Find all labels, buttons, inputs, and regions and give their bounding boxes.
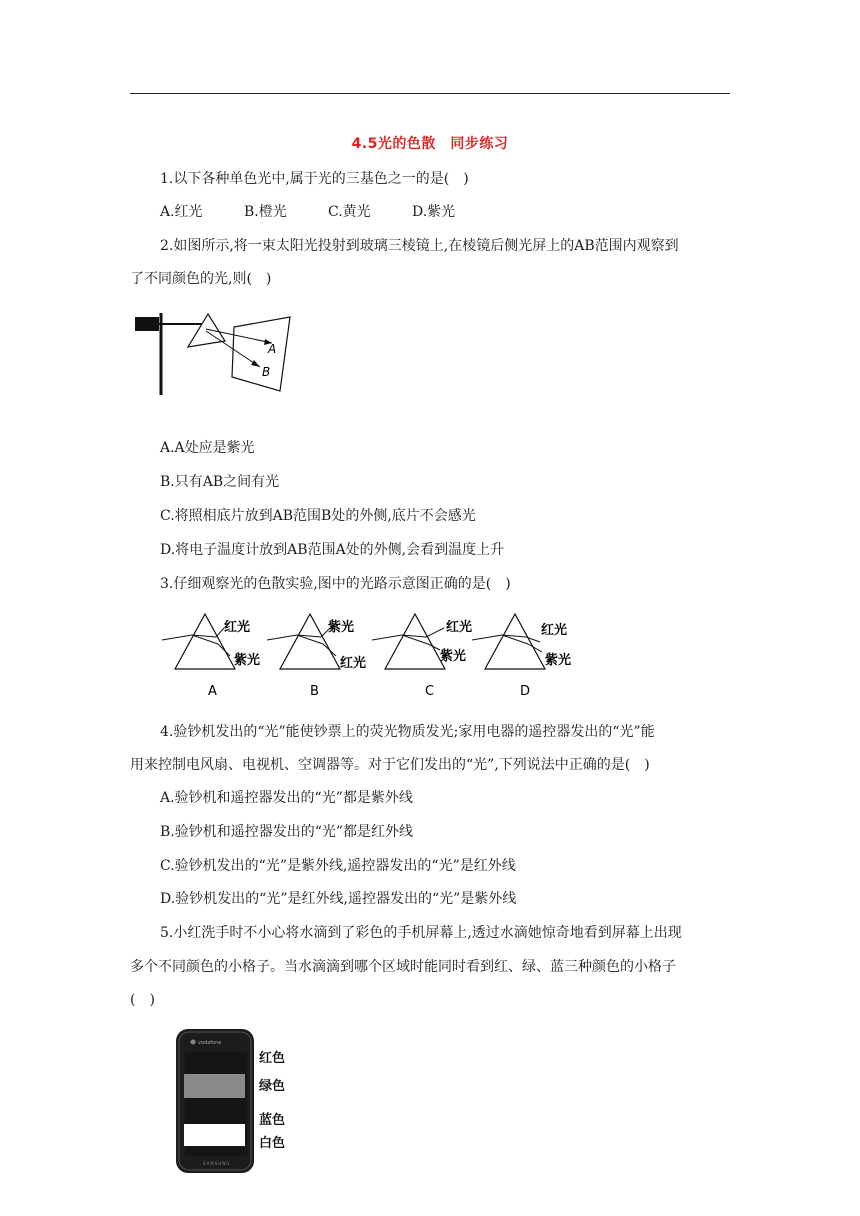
q4-option-a: A.验钞机和遥控器发出的“光”都是紫外线 bbox=[160, 790, 413, 806]
q2-option-b: B.只有AB之间有光 bbox=[160, 474, 280, 490]
q1-option-d: D.紫光 bbox=[412, 204, 456, 220]
q2-label-b: B bbox=[262, 365, 271, 379]
q3-b-bottom-label: 红光 bbox=[340, 656, 367, 671]
phone-brand-icon bbox=[191, 1040, 196, 1045]
q1-options bbox=[160, 202, 455, 222]
phone-white-region bbox=[184, 1124, 245, 1146]
q3-figure-d bbox=[472, 614, 571, 699]
q3-a-letter: A bbox=[208, 684, 217, 699]
q2-stem-line2: 了不同颜色的光,则( ) bbox=[130, 271, 272, 287]
phone-label-red: 红色 bbox=[259, 1051, 286, 1066]
q2-light-source bbox=[135, 317, 159, 331]
q5-stem-line2: 多个不同颜色的小格子。当水滴滴到哪个区域时能同时看到红、绿、蓝三种颜色的小格子 bbox=[130, 959, 676, 975]
q1-option-b: B.橙光 bbox=[244, 204, 287, 220]
q4-stem-line2: 用来控制电风扇、电视机、空调器等。对于它们发出的“光”,下列说法中正确的是( ) bbox=[130, 757, 650, 773]
q3-stem: 3.仔细观察光的色散实验,图中的光路示意图正确的是( ) bbox=[160, 576, 511, 592]
q2-option-d: D.将电子温度计放到AB范围A处的外侧,会看到温度上升 bbox=[160, 542, 505, 558]
q1-option-c: C.黄光 bbox=[328, 204, 371, 220]
q3-figure-b bbox=[267, 614, 366, 699]
q3-figures bbox=[160, 606, 590, 701]
q3-c-bottom-label: 紫光 bbox=[440, 649, 467, 664]
q2-option-a: A.A处应是紫光 bbox=[160, 440, 255, 456]
phone-maker: SAMSUNG bbox=[203, 1161, 231, 1166]
phone-label-green: 绿色 bbox=[259, 1079, 286, 1094]
q5-phone-figure bbox=[170, 1025, 300, 1177]
q3-b-top-label: 紫光 bbox=[328, 620, 355, 635]
q3-d-letter: D bbox=[520, 684, 531, 699]
q3-d-top-label: 红光 bbox=[541, 623, 568, 638]
q3-c-letter: C bbox=[425, 684, 435, 699]
q2-option-c: C.将照相底片放到AB范围B处的外侧,底片不会感光 bbox=[160, 508, 476, 524]
q2-label-a: A bbox=[268, 342, 277, 356]
q2-arrow-b bbox=[251, 360, 260, 367]
q5-stem-line1: 5.小红洗手时不小心将水滴到了彩色的手机屏幕上,透过水滴她惊奇地看到屏幕上出现 bbox=[160, 925, 682, 941]
q4-option-b: B.验钞机和遥控器发出的“光”都是红外线 bbox=[160, 824, 414, 840]
q3-figure-c bbox=[372, 614, 472, 699]
q4-stem-line1: 4.验钞机发出的“光”能使钞票上的荧光物质发光;家用电器的遥控器发出的“光”能 bbox=[160, 724, 655, 740]
header-rule bbox=[130, 93, 730, 94]
q2-stem-line1: 2.如图所示,将一束太阳光投射到玻璃三棱镜上,在棱镜后侧光屏上的AB范围内观察到 bbox=[160, 238, 679, 254]
q2-ray-a bbox=[206, 329, 272, 343]
q1-option-a: A.红光 bbox=[160, 204, 203, 220]
q1-stem: 1.以下各种单色光中,属于光的三基色之一的是( ) bbox=[160, 171, 469, 187]
q3-b-letter: B bbox=[310, 684, 319, 699]
q3-figure-a bbox=[162, 614, 260, 699]
q3-c-top-label: 红光 bbox=[446, 620, 473, 635]
q4-option-c: C.验钞机发出的“光”是紫外线,遥控器发出的“光”是红外线 bbox=[160, 858, 516, 874]
phone-label-white: 白色 bbox=[259, 1136, 286, 1151]
q3-a-top-label: 红光 bbox=[224, 620, 251, 635]
q5-stem-line3: ( ) bbox=[130, 992, 155, 1008]
q3-a-bottom-label: 紫光 bbox=[234, 653, 261, 668]
phone-gray-region bbox=[184, 1074, 245, 1098]
phone-brand: vodafone bbox=[198, 1040, 222, 1046]
phone-label-blue: 蓝色 bbox=[259, 1113, 286, 1128]
page-title: 4.5光的色散 同步练习 bbox=[351, 136, 509, 152]
q2-prism-figure bbox=[130, 305, 300, 400]
q4-option-d: D.验钞机发出的“光”是红外线,遥控器发出的“光”是紫外线 bbox=[160, 891, 517, 907]
q3-d-bottom-label: 紫光 bbox=[545, 653, 572, 668]
q2-prism bbox=[188, 314, 225, 347]
